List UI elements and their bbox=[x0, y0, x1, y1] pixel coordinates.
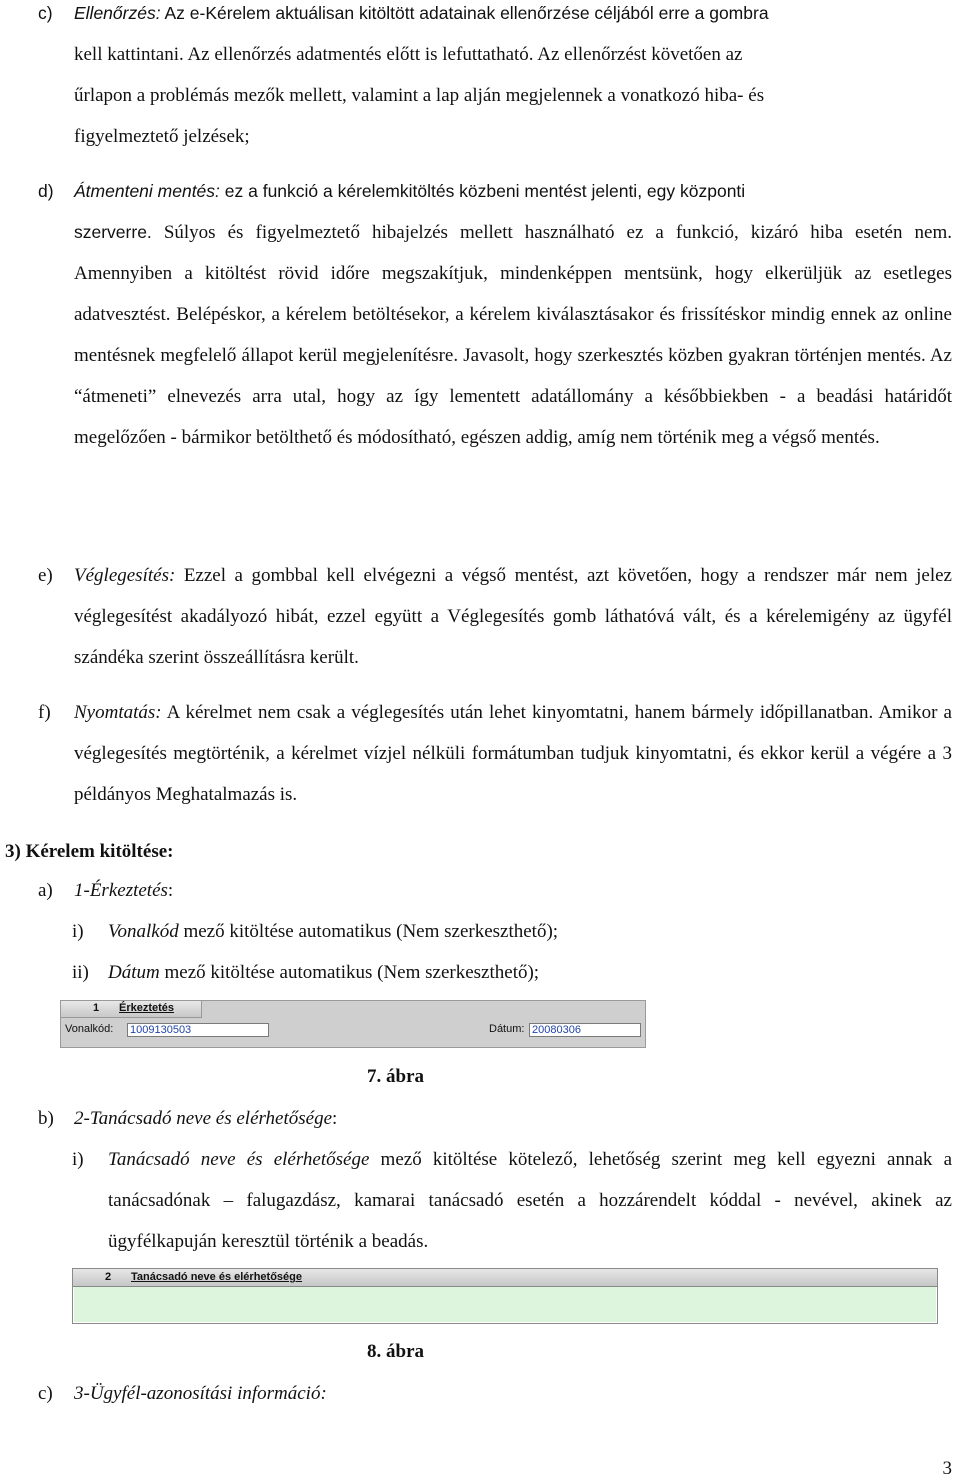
item-a-label: a) bbox=[38, 880, 53, 901]
datum-field[interactable]: 20080306 bbox=[529, 1023, 641, 1037]
item-e-body: Véglegesítés: Ezzel a gombbal kell elvégezni a végső mentést, azt követően, hogy a rendszer már nem jelez véglegesítést akadályozó hibát, ezzel együtt a Véglegesítés gomb láthatóvá vált, és a kérelemigény az ügyfél szándéka szerint összeállításra került. bbox=[74, 565, 952, 668]
item-d-line1: Átmenteni mentés: ez a funkció a kérelemkitöltés közbeni mentést jelenti, egy központi bbox=[74, 181, 746, 201]
section-3-heading: 3) Kérelem kitöltése: bbox=[5, 841, 174, 862]
item-c-term: Ellenőrzés: bbox=[74, 3, 161, 23]
vonalkod-field[interactable]: 1009130503 bbox=[127, 1023, 269, 1037]
item-f-term: Nyomtatás: bbox=[74, 702, 162, 723]
item-c-line2: kell kattintani. Az ellenőrzés adatmentés előtt is lefuttatható. Az ellenőrzést követően az bbox=[74, 44, 743, 65]
tanacsado-form-title: Tanácsadó neve és elérhetősége bbox=[131, 1271, 302, 1283]
item-c-line3: űrlapon a problémás mezők mellett, valamint a lap alján megjelennek a vonatkozó hiba- és bbox=[74, 85, 765, 106]
vonalkod-label: Vonalkód: bbox=[65, 1023, 114, 1035]
erkeztetes-form-number: 1 bbox=[93, 1002, 100, 1014]
erkeztetes-form-screenshot bbox=[60, 1000, 646, 1048]
item-c-line4: figyelmeztető jelzések; bbox=[74, 126, 250, 147]
figure-8-caption: 8. ábra bbox=[367, 1341, 424, 1362]
item-d-body: szerverre. Súlyos és figyelmeztető hibajelzés mellett használható ez a funkció, kizáró hiba esetén nem. Amennyiben a kitöltést rövid időre megszakítjuk, mindenképpen mentsünk, hogy elkerüljük az esetleges adatvesztést. Belépéskor, a kérelem betöltésekor, a kérelem kiválasztásakor és frissítéskor mindig ennek az online mentésnek megfelelő állapot kerül megjelenítésre. Javasolt, hogy szerkesztés közben gyakran történjen mentés. Az “átmeneti” elnevezés arra utal, hogy az így lementett adatállomány a későbbiekben - a beadási határidőt megelőzően - bármikor betölthető és módosítható, egészen addig, amíg nem történik meg a végső mentés. bbox=[74, 222, 952, 448]
item-c-section3 bbox=[38, 1373, 327, 1414]
item-d bbox=[38, 171, 952, 458]
item-c-line1: Ellenőrzés: Az e-Kérelem aktuálisan kitöltött adatainak ellenőrzése céljából erre a gombra bbox=[74, 3, 769, 23]
datum-label: Dátum: bbox=[489, 1023, 525, 1035]
item-d-label: d) bbox=[38, 181, 54, 201]
figure-7-caption: 7. ábra bbox=[367, 1066, 424, 1087]
item-d-term: Átmenteni mentés: bbox=[74, 181, 220, 201]
item-e-label: e) bbox=[38, 565, 53, 586]
item-a-ii-label: ii) bbox=[72, 962, 89, 983]
item-b-i-label: i) bbox=[72, 1149, 84, 1170]
tanacsado-form-number: 2 bbox=[105, 1271, 112, 1283]
item-a-i-label: i) bbox=[72, 921, 84, 942]
item-f-body: Nyomtatás: A kérelmet nem csak a véglegesítés után lehet kinyomtatni, hanem bármely időpillanatban. Amikor a véglegesítés megtörténik, a kérelmet vízjel nélküli formátumban tudjuk kinyomtatni, és ekkor kerül a végére a 3 példányos Meghatalmazás is. bbox=[74, 702, 952, 805]
item-b-i-body: Tanácsadó neve és elérhetősége mező kitöltése kötelező, lehetőség szerint meg kell egyezni annak a tanácsadónak – falugazdász, kamarai tanácsadó esetén a hozzárendelt kóddal - nevével, akinek az ügyfélkapuján keresztül történik a beadás. bbox=[108, 1149, 953, 1252]
item-a-title: 1-Érkeztetés bbox=[74, 880, 168, 901]
item-b-label: b) bbox=[38, 1108, 54, 1129]
item-f-label: f) bbox=[38, 702, 51, 723]
item-a-ii-term: Dátum bbox=[108, 962, 160, 983]
page-number: 3 bbox=[942, 1458, 952, 1479]
item-b-i bbox=[72, 1139, 952, 1262]
item-c-label: c) bbox=[38, 3, 53, 23]
item-f bbox=[38, 692, 952, 815]
erkeztetes-form-title: Érkeztetés bbox=[119, 1002, 175, 1014]
item-a: a) 1-Érkeztetés: bbox=[38, 870, 173, 911]
item-e-term: Véglegesítés: bbox=[74, 565, 176, 586]
item-b-i-term: Tanácsadó neve és elérhetősége bbox=[108, 1149, 370, 1170]
item-c3-label: c) bbox=[38, 1383, 53, 1404]
item-c3-title: 3-Ügyfél-azonosítási információ: bbox=[74, 1383, 327, 1404]
item-a-i: i) Vonalkód mező kitöltése automatikus (Nem szerkeszthető); bbox=[72, 911, 558, 952]
item-e bbox=[38, 555, 952, 678]
tanacsado-form-screenshot bbox=[72, 1268, 938, 1324]
item-a-i-term: Vonalkód bbox=[108, 921, 179, 942]
item-a-ii: ii) Dátum mező kitöltése automatikus (Nem szerkeszthető); bbox=[72, 952, 539, 993]
tanacsado-field[interactable] bbox=[74, 1287, 936, 1322]
item-b-title: 2-Tanácsadó neve és elérhetősége bbox=[74, 1108, 333, 1129]
item-b: b) 2-Tanácsadó neve és elérhetősége: bbox=[38, 1098, 337, 1139]
item-c bbox=[38, 0, 952, 157]
